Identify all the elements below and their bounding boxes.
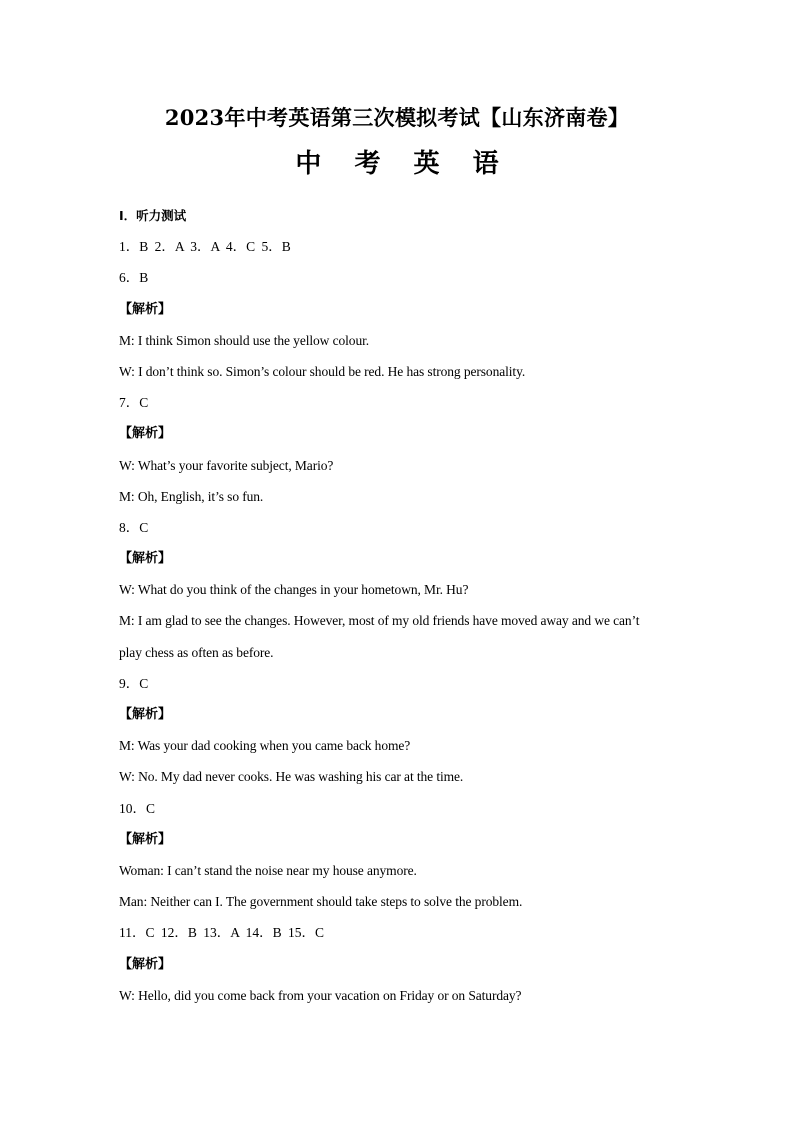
dialogue-line: M: Oh, English, it’s so fun. [119, 488, 264, 504]
answer-line: 9．C [119, 675, 149, 691]
analysis-label: 【解析】 [119, 831, 172, 847]
dialogue-line: W: No. My dad never cooks. He was washing his car at the time. [119, 769, 464, 785]
dialogue-line: M: I am glad to see the changes. However, most of my old friends have moved away and we can’t [119, 613, 640, 629]
dialogue-line: M: I think Simon should use the yellow colour. [119, 332, 370, 348]
analysis-label: 【解析】 [119, 956, 172, 972]
analysis-label: 【解析】 [119, 551, 172, 567]
analysis-label: 【解析】 [119, 426, 172, 442]
dialogue-line: W: I don’t think so. Simon’s colour should be red. He has strong personality. [119, 363, 526, 379]
section-heading: Ⅰ．听力测试 [119, 208, 187, 223]
document-body [119, 200, 699, 1011]
dialogue-line: Woman: I can’t stand the noise near my house anymore. [119, 862, 417, 878]
answer-line: 10．C [119, 800, 156, 816]
answer-line: 11．C 12．B 13．A 14．B 15．C [119, 925, 325, 941]
analysis-label: 【解析】 [119, 707, 172, 722]
analysis-label: 【解析】 [119, 301, 172, 317]
dialogue-line: M: Was your dad cooking when you came back home? [119, 738, 411, 754]
answer-line: 7．C [119, 395, 149, 411]
dialogue-line: play chess as often as before. [119, 644, 274, 660]
answer-line: 6．B [119, 270, 149, 286]
dialogue-line: W: What’s your favorite subject, Mario? [119, 457, 334, 473]
answer-line: 1．B 2．A 3．A 4．C 5．B [119, 239, 291, 255]
answer-line: 8．C [119, 519, 149, 535]
dialogue-line: W: What do you think of the changes in your hometown, Mr. Hu? [119, 582, 469, 598]
dialogue-line: Man: Neither can I. The government should take steps to solve the problem. [119, 894, 523, 910]
document-subtitle: 中 考 英 语 [295, 149, 511, 179]
dialogue-line: W: Hello, did you come back from your vacation on Friday or on Saturday? [119, 987, 522, 1003]
document-title: 2023年中考英语第三次模拟考试【山东济南卷】 [164, 105, 630, 130]
